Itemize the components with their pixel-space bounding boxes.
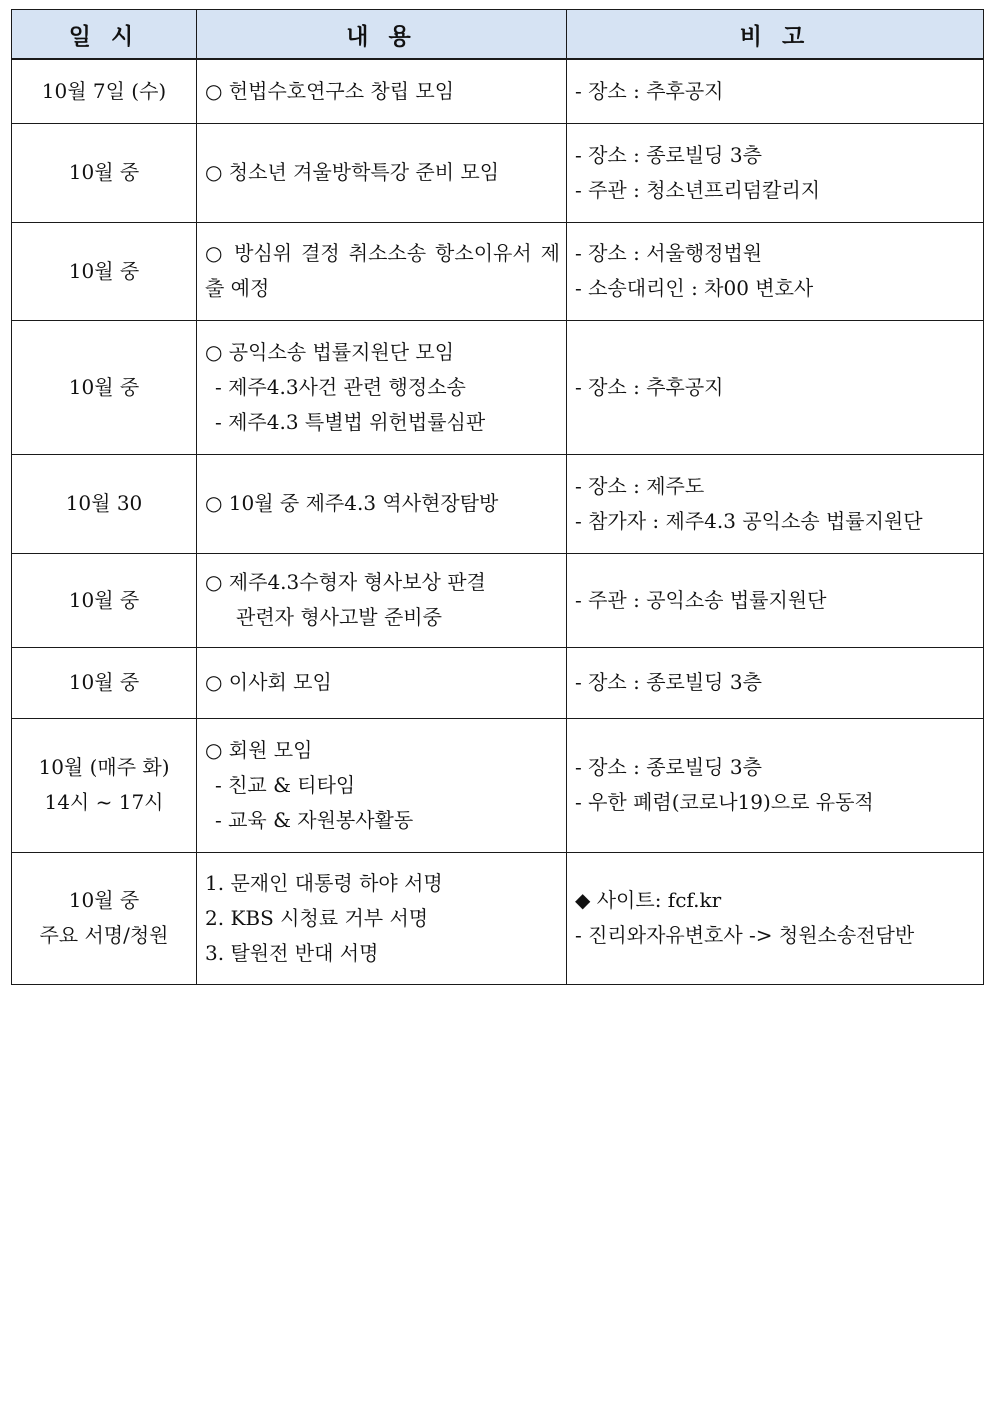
content-subitem: - 제주4.3 특별법 위헌법률심판 — [215, 409, 486, 434]
date-cell — [12, 718, 197, 852]
table-row — [12, 553, 984, 647]
content-text: ○ 방심위 결정 취소소송 항소이유서 제출 예정 — [205, 241, 560, 300]
date-cell — [12, 454, 197, 553]
note-text: - 장소 : 추후공지 — [575, 78, 724, 103]
date-cell — [12, 59, 197, 123]
date-text: 10월 중 — [68, 888, 140, 912]
note-cell — [567, 852, 984, 984]
content-subitem: - 친교 & 티타임 — [215, 772, 356, 797]
date-cell — [12, 222, 197, 320]
table-row — [12, 647, 984, 718]
note-cell — [567, 123, 984, 222]
table-row — [12, 454, 984, 553]
content-text: ○ 헌법수호연구소 창립 모임 — [205, 78, 455, 103]
note-text: - 주관 : 공익소송 법률지원단 — [575, 587, 827, 612]
content-cell — [197, 454, 567, 553]
date-text: 10월 중 — [68, 587, 140, 612]
date-text: 10월 중 — [68, 670, 140, 694]
date-text: 14시 ~ 17시 — [44, 790, 164, 814]
content-text: ○ 10월 중 제주4.3 역사현장탐방 — [205, 491, 499, 515]
content-cell — [197, 647, 567, 718]
note-text: - 장소 : 종로빌딩 3층 — [575, 142, 762, 167]
content-subitem: - 제주4.3사건 관련 행정소송 — [215, 374, 466, 399]
content-cell — [197, 222, 567, 320]
note-cell — [567, 222, 984, 320]
date-cell — [12, 647, 197, 718]
content-cell — [197, 718, 567, 852]
note-text: ◆ 사이트: fcf.kr — [575, 888, 722, 912]
date-text: 10월 중 — [68, 160, 140, 184]
table-row — [12, 59, 984, 123]
content-subitem: - 교육 & 자원봉사활동 — [215, 807, 414, 832]
content-text: 2. KBS 시청료 거부 서명 — [205, 905, 429, 930]
note-text: - 주관 : 청소년프리덤칼리지 — [575, 177, 821, 202]
table-row — [12, 718, 984, 852]
note-text: - 참가자 : 제주4.3 공익소송 법률지원단 — [575, 508, 923, 533]
date-text: 10월 (매주 화) — [38, 755, 170, 779]
note-text: - 장소 : 서울행정법원 — [575, 241, 763, 265]
content-text: ○ 청소년 겨울방학특강 준비 모임 — [205, 160, 500, 184]
content-cell — [197, 320, 567, 454]
table-row — [12, 852, 984, 984]
note-text: - 장소 : 추후공지 — [575, 374, 724, 399]
content-cell — [197, 59, 567, 123]
note-cell — [567, 718, 984, 852]
note-text: - 장소 : 제주도 — [575, 473, 705, 498]
note-text: - 장소 : 종로빌딩 3층 — [575, 755, 762, 779]
table-row — [12, 222, 984, 320]
content-text: 3. 탈원전 반대 서명 — [205, 940, 379, 965]
note-text: - 소송대리인 : 차00 변호사 — [575, 276, 814, 300]
header-content: 내 용 — [197, 10, 567, 60]
content-cell — [197, 553, 567, 647]
note-cell — [567, 320, 984, 454]
table-row — [12, 320, 984, 454]
schedule-table — [11, 9, 984, 985]
date-text: 10월 7일 (수) — [41, 78, 167, 103]
date-text: 주요 서명/청원 — [39, 923, 169, 947]
header-row — [12, 10, 984, 60]
date-cell — [12, 320, 197, 454]
date-cell — [12, 123, 197, 222]
table-row — [12, 123, 984, 222]
date-cell — [12, 553, 197, 647]
note-text: - 우한 폐렴(코로나19)으로 유동적 — [575, 790, 874, 814]
date-cell — [12, 852, 197, 984]
note-cell — [567, 454, 984, 553]
content-text: ○ 이사회 모임 — [205, 670, 332, 694]
note-cell — [567, 553, 984, 647]
content-text: ○ 회원 모임 — [205, 737, 313, 762]
header-note: 비 고 — [567, 10, 984, 60]
note-cell — [567, 59, 984, 123]
content-text: 관련자 형사고발 준비중 — [236, 605, 442, 629]
date-text: 10월 중 — [68, 374, 140, 399]
content-text: ○ 제주4.3수형자 형사보상 판결 — [205, 570, 486, 594]
note-text: - 진리와자유변호사 -> 청원소송전담반 — [575, 923, 915, 947]
content-cell — [197, 852, 567, 984]
content-cell — [197, 123, 567, 222]
date-text: 10월 중 — [68, 258, 140, 283]
content-text: ○ 공익소송 법률지원단 모임 — [205, 339, 455, 364]
content-text: 1. 문재인 대통령 하야 서명 — [205, 870, 443, 895]
header-date: 일 시 — [12, 10, 197, 60]
note-text: - 장소 : 종로빌딩 3층 — [575, 670, 762, 694]
note-cell — [567, 647, 984, 718]
date-text: 10월 30 — [65, 491, 143, 515]
